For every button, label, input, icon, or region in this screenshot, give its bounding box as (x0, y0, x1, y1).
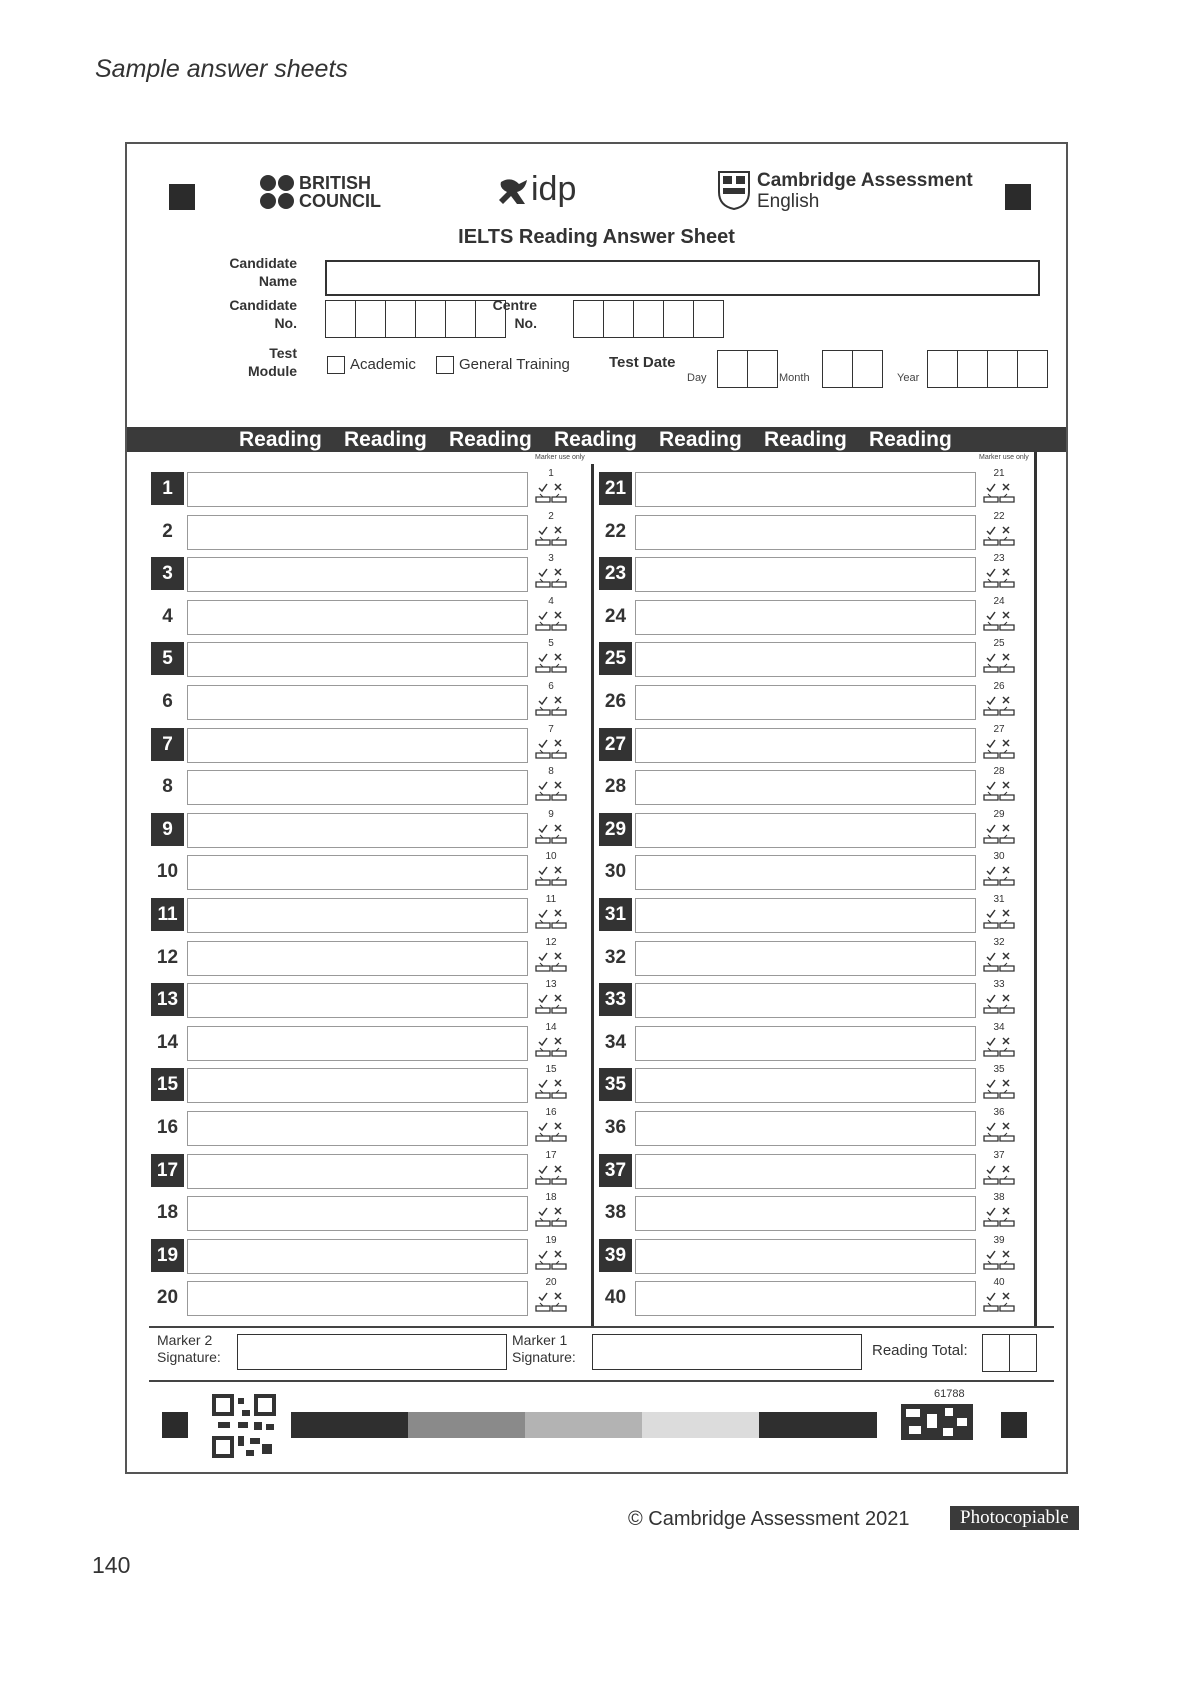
question-number: 31 (599, 898, 632, 931)
question-number: 21 (599, 472, 632, 505)
marker-question-number: 19 (545, 1234, 557, 1246)
marker-tick-cross-boxes[interactable] (979, 1064, 1019, 1104)
answer-field[interactable] (635, 813, 976, 848)
marker-question-number: 25 (993, 638, 1005, 650)
candidate-no-cell[interactable] (325, 300, 356, 338)
centre-no-cell[interactable] (573, 300, 604, 338)
british-council-logo (259, 173, 381, 215)
question-number: 39 (599, 1239, 632, 1272)
tick-cross-icon (535, 1289, 567, 1313)
marker-question-number: 39 (993, 1234, 1005, 1246)
answer-field[interactable] (187, 1111, 528, 1146)
marker-tick-cross-boxes[interactable] (979, 937, 1019, 977)
answer-field[interactable] (187, 770, 528, 805)
marker-question-number: 34 (993, 1021, 1005, 1033)
marker-tick-cross-boxes[interactable] (979, 596, 1019, 636)
grayscale-swatch (525, 1412, 643, 1438)
idp-logo (497, 170, 577, 213)
answer-field[interactable] (187, 728, 528, 763)
marker-question-number: 35 (993, 1064, 1005, 1076)
tick-cross-icon (983, 1204, 1015, 1228)
reading-total-cell[interactable] (1009, 1334, 1037, 1372)
answer-field[interactable] (187, 600, 528, 635)
tick-cross-icon (983, 693, 1015, 717)
marker-question-number: 24 (993, 595, 1005, 607)
answer-field[interactable] (635, 983, 976, 1018)
question-number: 38 (604, 1202, 627, 1224)
tick-cross-icon (535, 1247, 567, 1271)
question-number: 33 (599, 983, 632, 1016)
answer-field[interactable] (635, 1068, 976, 1103)
idp-figure-icon (497, 174, 531, 208)
question-number: 23 (599, 557, 632, 590)
tick-cross-icon (983, 906, 1015, 930)
marker-tick-cross-boxes[interactable] (531, 1064, 571, 1104)
question-number: 27 (599, 728, 632, 761)
centre-no-cell[interactable] (633, 300, 664, 338)
marker-question-number: 6 (548, 681, 554, 692)
marker-tick-cross-boxes[interactable] (979, 1192, 1019, 1232)
answer-field[interactable] (187, 515, 528, 550)
tick-cross-icon (535, 1204, 567, 1228)
tick-cross-icon (983, 1076, 1015, 1100)
month-label: Month (779, 372, 810, 384)
tick-cross-icon (535, 991, 567, 1015)
tick-cross-icon (983, 1119, 1015, 1143)
question-number: 24 (604, 605, 627, 627)
test-date-label: Test Date (609, 354, 676, 371)
question-number: 25 (599, 642, 632, 675)
answer-field[interactable] (187, 685, 528, 720)
year-cell[interactable] (1017, 350, 1048, 388)
tick-cross-icon (535, 1076, 567, 1100)
marker-question-number: 4 (548, 595, 554, 607)
marker-use-only-right: Marker use only (979, 454, 1029, 461)
tick-cross-icon (983, 565, 1015, 589)
answer-field[interactable] (635, 1154, 976, 1189)
marker-question-number: 37 (993, 1149, 1005, 1161)
marker-question-number: 33 (993, 979, 1005, 991)
marker-tick-cross-boxes[interactable] (979, 681, 1019, 721)
footer-divider (149, 1326, 1054, 1328)
marker-tick-cross-boxes[interactable] (531, 1107, 571, 1147)
grayscale-swatch (759, 1412, 877, 1438)
question-number: 19 (151, 1239, 184, 1272)
tick-cross-icon (983, 480, 1015, 504)
marker-question-number: 17 (545, 1149, 557, 1161)
marker-tick-cross-boxes[interactable] (531, 724, 571, 764)
answer-field[interactable] (187, 1154, 528, 1189)
candidate-name-label: Candidate Name (229, 255, 297, 289)
day-cell[interactable] (717, 350, 748, 388)
marker-tick-cross-boxes[interactable] (531, 809, 571, 849)
marker-tick-cross-boxes[interactable] (979, 1150, 1019, 1190)
tick-cross-icon (983, 991, 1015, 1015)
tick-cross-icon (535, 1162, 567, 1186)
marker-tick-cross-boxes[interactable] (531, 979, 571, 1019)
tick-cross-icon (535, 1119, 567, 1143)
answer-field[interactable] (635, 1281, 976, 1316)
answer-field[interactable] (635, 1196, 976, 1231)
tick-cross-icon (983, 949, 1015, 973)
marker-question-number: 26 (993, 681, 1005, 692)
marker-tick-cross-boxes[interactable] (979, 553, 1019, 593)
marker-tick-cross-boxes[interactable] (531, 596, 571, 636)
question-number: 29 (599, 813, 632, 846)
marker-question-number: 2 (548, 510, 554, 522)
month-cell[interactable] (822, 350, 853, 388)
reading-band-label: Reading (344, 428, 427, 451)
cambridge-logo (717, 170, 973, 215)
marker-question-number: 14 (545, 1021, 557, 1033)
answer-field[interactable] (187, 642, 528, 677)
reading-band (127, 427, 1066, 452)
question-number: 2 (162, 520, 173, 542)
question-number: 9 (151, 813, 184, 846)
marker-question-number: 36 (993, 1107, 1005, 1118)
academic-label: Academic (350, 356, 416, 373)
page-header-title: Sample answer sheets (95, 55, 348, 83)
column-divider (591, 464, 594, 1326)
question-number: 22 (604, 520, 627, 542)
question-number: 26 (604, 691, 627, 712)
marker-tick-cross-boxes[interactable] (979, 1277, 1019, 1317)
marker-tick-cross-boxes[interactable] (531, 1022, 571, 1062)
cambridge-line1: Cambridge Assessment (757, 170, 973, 191)
general-training-checkbox[interactable] (436, 356, 454, 374)
marker-question-number: 29 (993, 808, 1005, 820)
marker-tick-cross-boxes[interactable] (979, 809, 1019, 849)
reading-total-cell[interactable] (982, 1334, 1010, 1372)
question-number: 17 (151, 1154, 184, 1187)
british-council-dots-icon (259, 174, 295, 210)
tick-cross-icon (983, 608, 1015, 632)
question-number: 8 (162, 776, 173, 798)
marker-question-number: 22 (993, 510, 1005, 522)
cambridge-shield-icon (717, 170, 751, 210)
marker-use-only-left: Marker use only (535, 454, 585, 461)
marker-question-number: 15 (545, 1064, 557, 1076)
marker-question-number: 9 (548, 808, 554, 820)
candidate-name-field[interactable] (325, 260, 1040, 296)
marker-question-number: 23 (993, 553, 1005, 565)
copyright-notice: © Cambridge Assessment 2021 (628, 1508, 910, 1530)
marker-tick-cross-boxes[interactable] (979, 979, 1019, 1019)
grayscale-calibration-bar (291, 1412, 877, 1438)
marker-question-number: 8 (548, 766, 554, 778)
answer-field[interactable] (635, 600, 976, 635)
tick-cross-icon (535, 650, 567, 674)
tick-cross-icon (535, 736, 567, 760)
question-number: 13 (151, 983, 184, 1016)
question-number: 40 (604, 1287, 627, 1309)
answer-field[interactable] (635, 855, 976, 890)
tick-cross-icon (983, 650, 1015, 674)
marker-tick-cross-boxes[interactable] (979, 1235, 1019, 1275)
marker-question-number: 40 (993, 1277, 1005, 1289)
registration-mark (1005, 184, 1031, 210)
answer-sheet (125, 142, 1068, 1474)
reading-total-label: Reading Total: (872, 1342, 968, 1359)
tick-cross-icon (535, 608, 567, 632)
question-number: 3 (151, 557, 184, 590)
registration-mark (1001, 1412, 1027, 1438)
tick-cross-icon (535, 949, 567, 973)
tick-cross-icon (983, 1289, 1015, 1313)
marker-question-number: 11 (545, 894, 557, 905)
question-number: 1 (151, 472, 184, 505)
marker-question-number: 32 (993, 936, 1005, 948)
year-cell[interactable] (987, 350, 1018, 388)
qr-code-icon (212, 1394, 276, 1458)
right-divider (1034, 452, 1037, 1326)
question-number: 5 (151, 642, 184, 675)
question-number: 4 (162, 605, 173, 627)
idp-text: idp (531, 170, 577, 208)
marker-tick-cross-boxes[interactable] (979, 724, 1019, 764)
british-council-line1: BRITISH (299, 173, 371, 193)
marker-tick-cross-boxes[interactable] (979, 511, 1019, 551)
answer-field[interactable] (635, 557, 976, 592)
candidate-no-cell[interactable] (355, 300, 386, 338)
day-cell[interactable] (747, 350, 778, 388)
british-council-line2: COUNCIL (299, 191, 381, 211)
question-number: 30 (604, 861, 627, 883)
question-number: 16 (156, 1117, 179, 1138)
tick-cross-icon (535, 863, 567, 887)
photocopiable-badge: Photocopiable (950, 1506, 1079, 1530)
answer-field[interactable] (187, 1281, 528, 1316)
marker-question-number: 13 (545, 979, 557, 991)
marker-tick-cross-boxes[interactable] (531, 553, 571, 593)
year-label: Year (897, 372, 920, 384)
marker-question-number: 28 (993, 766, 1005, 778)
reading-band-label: Reading (239, 428, 322, 451)
question-number: 6 (162, 691, 173, 712)
question-number: 34 (604, 1031, 627, 1053)
marker-tick-cross-boxes[interactable] (531, 894, 571, 934)
answer-field[interactable] (635, 685, 976, 720)
marker-tick-cross-boxes[interactable] (531, 851, 571, 891)
marker1-signature-field[interactable] (592, 1334, 862, 1370)
marker-tick-cross-boxes[interactable] (979, 894, 1019, 934)
reading-band-label: Reading (659, 428, 742, 451)
grayscale-swatch (642, 1412, 760, 1438)
reading-band-label: Reading (554, 428, 637, 451)
reading-band-label: Reading (764, 428, 847, 451)
page-number: 140 (92, 1552, 131, 1578)
question-number: 11 (151, 898, 184, 931)
question-number: 20 (156, 1287, 179, 1309)
marker1-label: Marker 1 Signature: (512, 1332, 576, 1365)
marker-tick-cross-boxes[interactable] (531, 766, 571, 806)
question-number: 15 (151, 1068, 184, 1101)
marker-tick-cross-boxes[interactable] (979, 468, 1019, 508)
question-number: 36 (604, 1117, 627, 1138)
answer-field[interactable] (635, 941, 976, 976)
marker-question-number: 10 (545, 851, 557, 863)
marker-question-number: 31 (993, 894, 1005, 905)
tick-cross-icon (983, 778, 1015, 802)
marker-tick-cross-boxes[interactable] (531, 1192, 571, 1232)
answer-field[interactable] (187, 472, 528, 507)
marker2-label: Marker 2 Signature: (157, 1332, 221, 1365)
question-number: 10 (156, 861, 179, 883)
answer-field[interactable] (635, 1026, 976, 1061)
marker-question-number: 27 (993, 723, 1005, 735)
centre-no-cell[interactable] (603, 300, 634, 338)
answer-field[interactable] (635, 1239, 976, 1274)
marker-tick-cross-boxes[interactable] (531, 511, 571, 551)
question-number: 18 (156, 1202, 179, 1224)
answer-field[interactable] (187, 1196, 528, 1231)
marker-question-number: 5 (548, 638, 554, 650)
tick-cross-icon (535, 821, 567, 845)
candidate-no-label: Candidate No. (229, 297, 297, 331)
answer-field[interactable] (635, 642, 976, 677)
marker-tick-cross-boxes[interactable] (979, 1022, 1019, 1062)
answer-field[interactable] (635, 1111, 976, 1146)
marker-tick-cross-boxes[interactable] (979, 1107, 1019, 1147)
footer-divider (149, 1380, 1054, 1382)
reading-band-label: Reading (869, 428, 952, 451)
answer-field[interactable] (635, 515, 976, 550)
marker-question-number: 12 (545, 936, 557, 948)
tick-cross-icon (535, 565, 567, 589)
tick-cross-icon (983, 1034, 1015, 1058)
marker-question-number: 16 (545, 1107, 557, 1118)
tick-cross-icon (535, 906, 567, 930)
year-cell[interactable] (957, 350, 988, 388)
marker-tick-cross-boxes[interactable] (531, 1235, 571, 1275)
answer-field[interactable] (187, 983, 528, 1018)
question-number: 7 (151, 728, 184, 761)
tick-cross-icon (535, 778, 567, 802)
test-module-label: Test Module (248, 345, 297, 379)
tick-cross-icon (535, 1034, 567, 1058)
marker-question-number: 21 (993, 468, 1005, 479)
answer-field[interactable] (187, 1068, 528, 1103)
answer-field[interactable] (187, 941, 528, 976)
candidate-no-cell[interactable] (385, 300, 416, 338)
form-title: IELTS Reading Answer Sheet (458, 226, 735, 248)
answer-field[interactable] (187, 557, 528, 592)
tick-cross-icon (983, 1247, 1015, 1271)
academic-checkbox[interactable] (327, 356, 345, 374)
marker-tick-cross-boxes[interactable] (531, 937, 571, 977)
marker-tick-cross-boxes[interactable] (531, 468, 571, 508)
answer-field[interactable] (635, 472, 976, 507)
tick-cross-icon (983, 736, 1015, 760)
tick-cross-icon (983, 863, 1015, 887)
sheet-code: 61788 (934, 1388, 965, 1400)
marker-question-number: 38 (993, 1192, 1005, 1204)
marker-question-number: 30 (993, 851, 1005, 863)
answer-field[interactable] (187, 855, 528, 890)
question-number: 37 (599, 1154, 632, 1187)
marker-question-number: 3 (548, 553, 554, 565)
answer-field[interactable] (635, 770, 976, 805)
marker-tick-cross-boxes[interactable] (979, 851, 1019, 891)
question-number: 12 (156, 946, 179, 968)
answer-field[interactable] (187, 1239, 528, 1274)
year-cell[interactable] (927, 350, 958, 388)
tick-cross-icon (535, 480, 567, 504)
answer-field[interactable] (635, 898, 976, 933)
general-training-label: General Training (459, 356, 570, 373)
tick-cross-icon (983, 523, 1015, 547)
marker-question-number: 1 (548, 468, 554, 479)
marker-tick-cross-boxes[interactable] (531, 1277, 571, 1317)
marker-tick-cross-boxes[interactable] (531, 1150, 571, 1190)
grayscale-swatch (408, 1412, 526, 1438)
question-number: 14 (156, 1031, 179, 1053)
centre-no-cell[interactable] (693, 300, 724, 338)
marker2-signature-field[interactable] (237, 1334, 507, 1370)
question-number: 28 (604, 776, 627, 798)
candidate-no-cell[interactable] (415, 300, 446, 338)
answer-field[interactable] (187, 813, 528, 848)
marker-question-number: 18 (545, 1192, 557, 1204)
reading-band-label: Reading (449, 428, 532, 451)
tick-cross-icon (535, 523, 567, 547)
sheet-id-barcode-icon (901, 1404, 973, 1440)
tick-cross-icon (535, 693, 567, 717)
day-label: Day (687, 372, 707, 384)
answer-field[interactable] (187, 898, 528, 933)
answer-field[interactable] (635, 728, 976, 763)
answer-field[interactable] (187, 1026, 528, 1061)
marker-tick-cross-boxes[interactable] (531, 681, 571, 721)
cambridge-line2: English (757, 191, 820, 212)
registration-mark (162, 1412, 188, 1438)
question-number: 32 (604, 946, 627, 968)
tick-cross-icon (983, 1162, 1015, 1186)
marker-tick-cross-boxes[interactable] (979, 638, 1019, 678)
centre-no-cell[interactable] (663, 300, 694, 338)
marker-tick-cross-boxes[interactable] (531, 638, 571, 678)
tick-cross-icon (983, 821, 1015, 845)
marker-tick-cross-boxes[interactable] (979, 766, 1019, 806)
marker-question-number: 20 (545, 1277, 557, 1289)
centre-no-label: Centre No. (492, 297, 537, 331)
marker-question-number: 7 (548, 723, 554, 735)
question-number: 35 (599, 1068, 632, 1101)
grayscale-swatch (291, 1412, 409, 1438)
registration-mark (169, 184, 195, 210)
month-cell[interactable] (852, 350, 883, 388)
